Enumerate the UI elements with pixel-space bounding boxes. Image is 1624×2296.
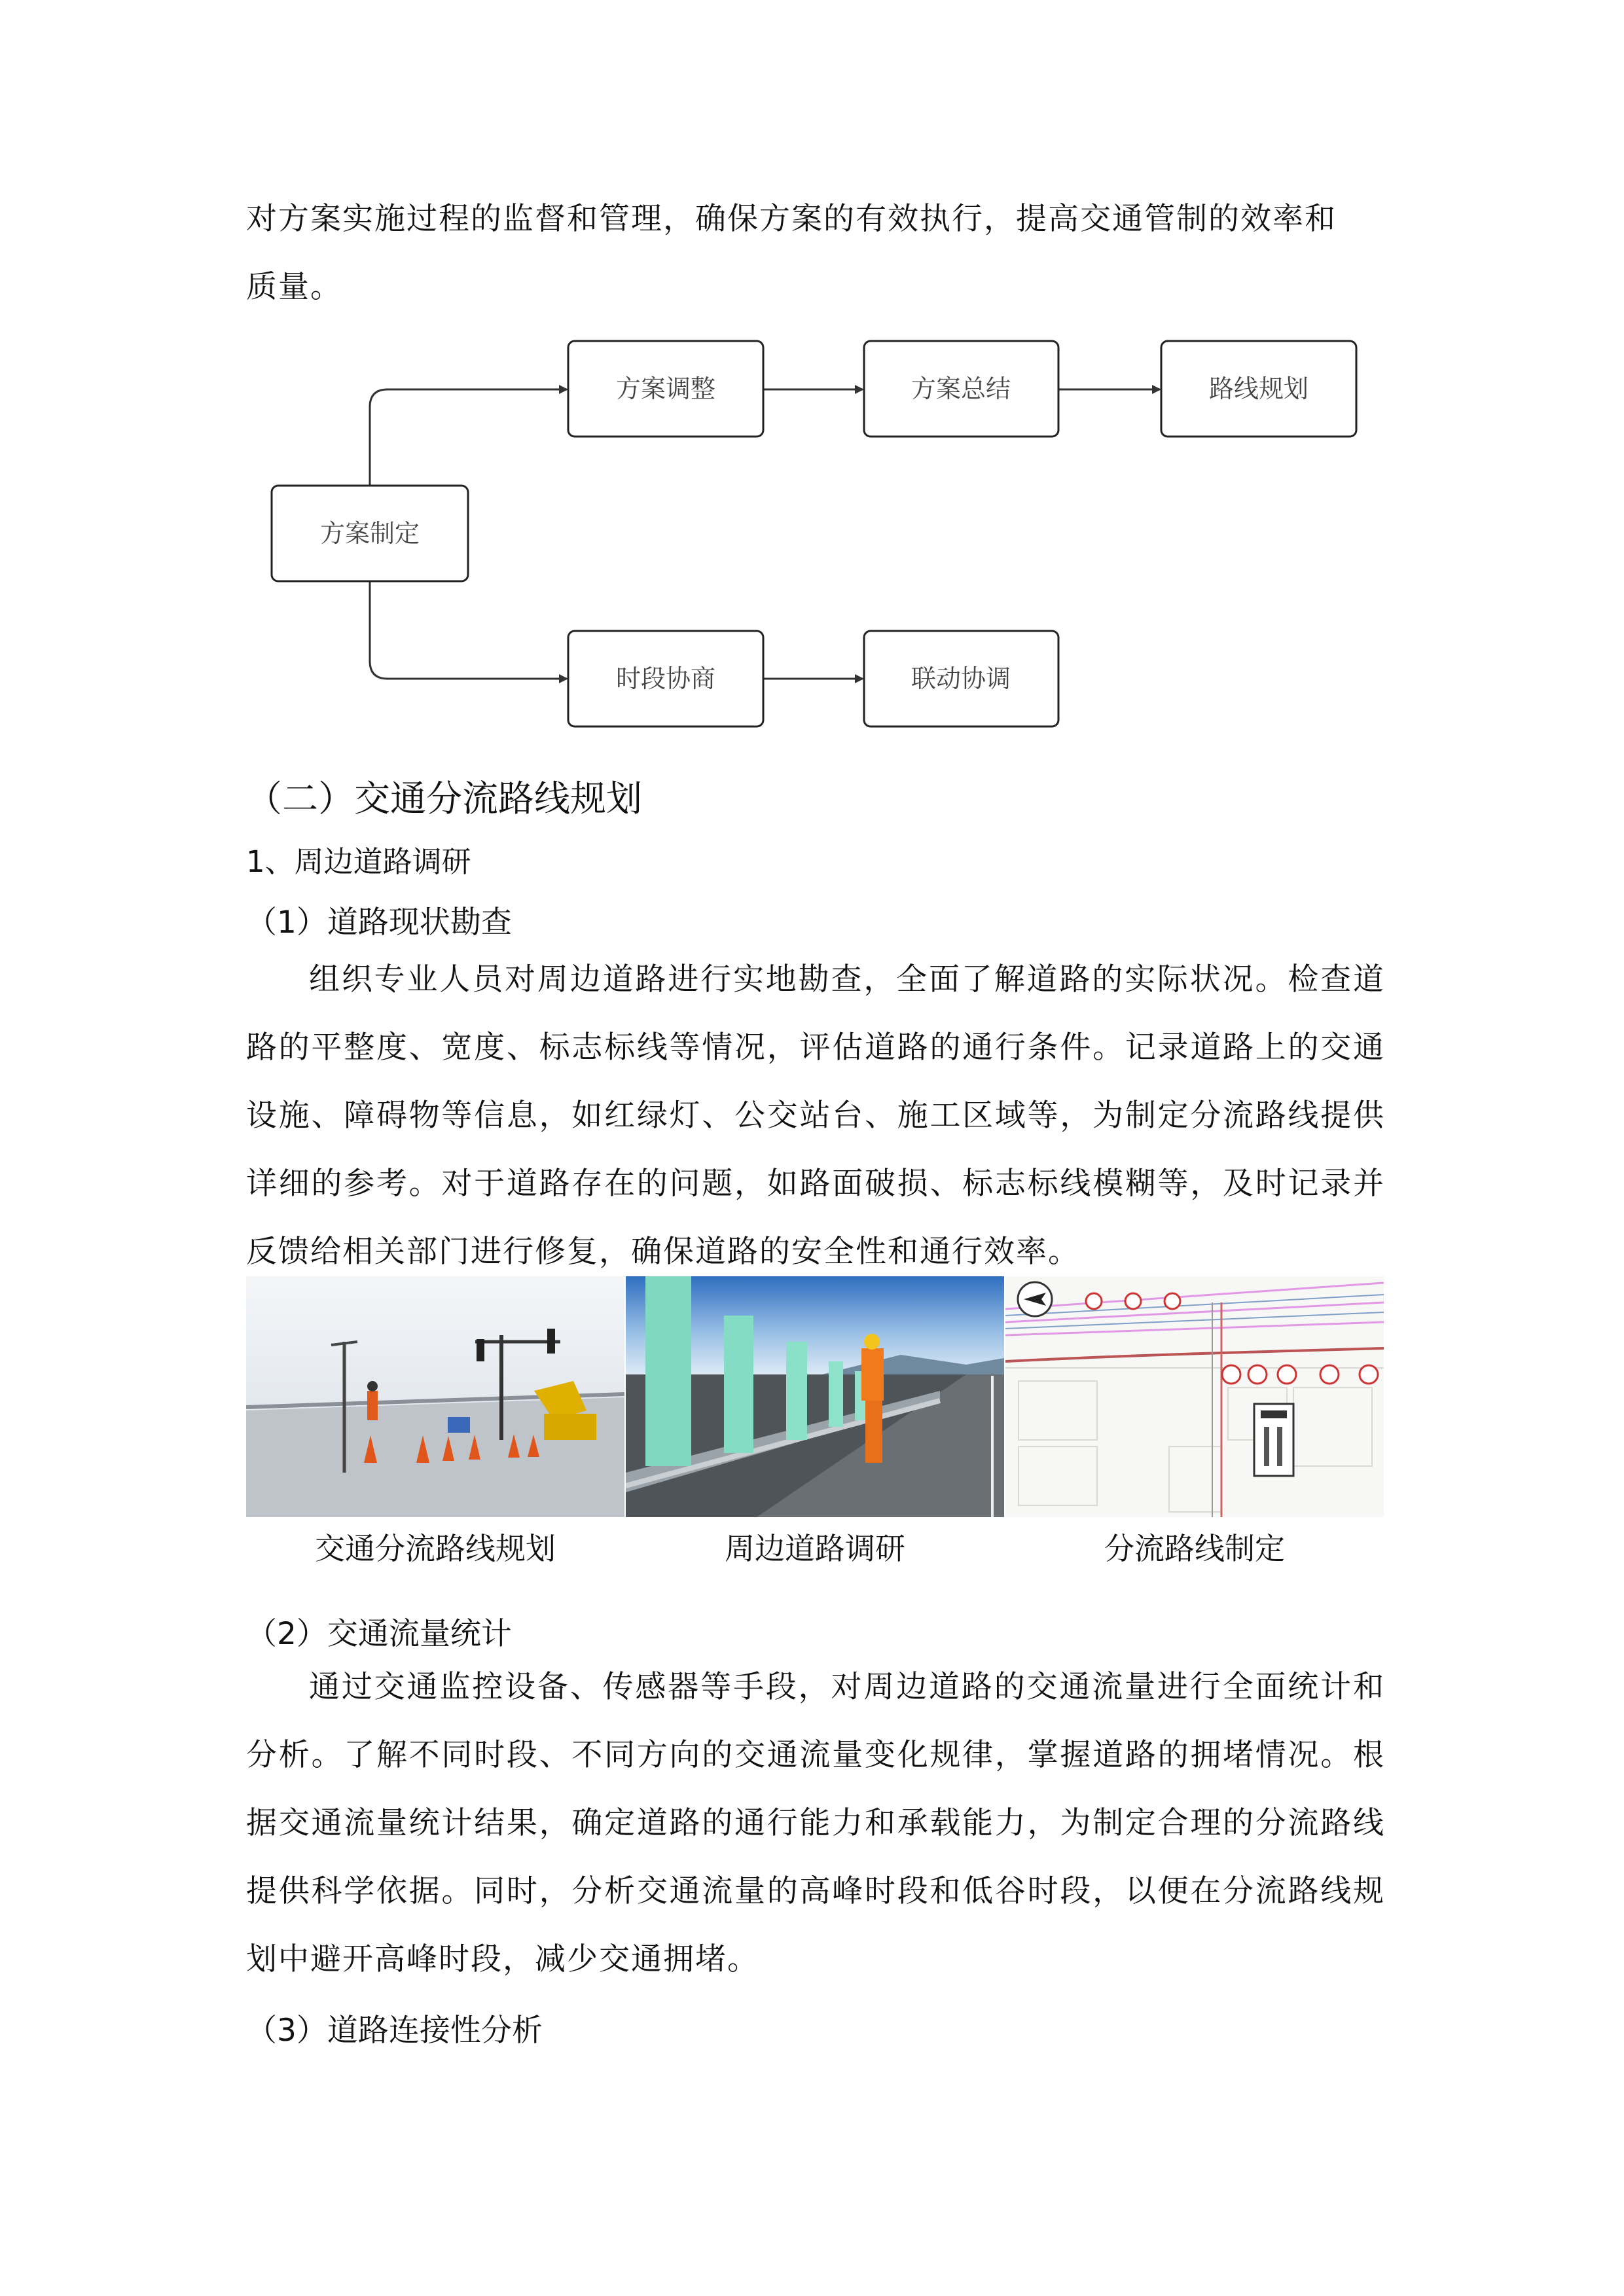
flow-node-top-3-label: 路线规划: [1208, 374, 1309, 403]
subsection-heading-1-2: （2）交通流量统计: [246, 1616, 512, 1652]
flow-node-bottom-1: [568, 631, 763, 726]
flow-node-bottom-2-label: 联动协调: [911, 664, 1011, 693]
flow-node-top-2-label: 方案总结: [911, 374, 1011, 403]
photo-traffic-diversion-planning: [246, 1276, 624, 1517]
caption-photo-3: 分流路线制定: [1104, 1531, 1285, 1566]
intro-line-1: 对方案实施过程的监督和管理，确保方案的有效执行，提高交通管制的效率和: [246, 201, 1337, 237]
flow-node-start: [272, 486, 468, 581]
subsection-heading-1: 1、周边道路调研: [246, 844, 471, 879]
paragraph-traffic-statistics: 通过交通监控设备、传感器等手段，对周边道路的交通流量进行全面统计和分析。了解不同时段、不同方向的交通流量变化规律，掌握道路的拥堵情况。根据交通流量统计结果，确定道路的通行能力和承载能力，为制定合理的分流路线提供科学依据。同时，分析交通流量的高峰时段和低谷时段，以便在分流路线规划中避开高峰时段，减少交通拥堵。: [246, 1669, 1385, 1977]
connector-start-top: [370, 389, 567, 486]
caption-photo-2: 周边道路调研: [725, 1531, 905, 1566]
flow-node-bottom-1-label: 时段协商: [615, 664, 716, 693]
photo-diversion-route-map: [1005, 1276, 1384, 1517]
flow-node-top-1: [568, 341, 763, 437]
process-flowchart: [0, 0, 1624, 746]
subsection-heading-1-3: （3）道路连接性分析: [246, 2013, 543, 2049]
connector-start-bottom: [370, 581, 567, 679]
paragraph-road-survey: 组织专业人员对周边道路进行实地勘查，全面了解道路的实际状况。检查道路的平整度、宽度、标志标线等情况，评估道路的通行条件。记录道路上的交通设施、障碍物等信息，如红绿灯、公交站台、施工区域等，为制定分流路线提供详细的参考。对于道路存在的问题，如路面破损、标志标线模糊等，及时记录并反馈给相关部门进行修复，确保道路的安全性和通行效率。: [246, 961, 1385, 1270]
flow-node-bottom-2: [864, 631, 1058, 726]
photo-road-survey: [626, 1276, 1004, 1517]
subsection-heading-1-1: （1）道路现状勘查: [246, 905, 512, 941]
flow-node-top-3: [1161, 341, 1356, 437]
flow-node-top-2: [864, 341, 1058, 437]
caption-photo-1: 交通分流路线规划: [315, 1531, 556, 1566]
flow-node-start-label: 方案制定: [319, 519, 420, 548]
flow-node-top-1-label: 方案调整: [615, 374, 716, 403]
section-title: （二）交通分流路线规划: [246, 778, 643, 819]
intro-line-2: 质量。: [246, 269, 342, 305]
